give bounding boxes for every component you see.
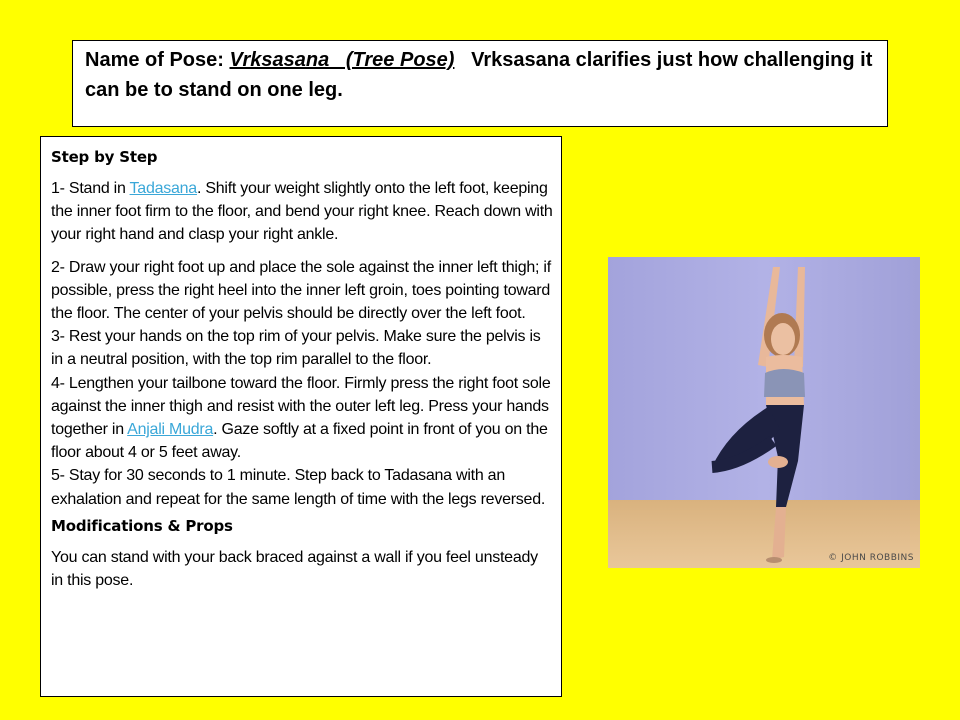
step-by-step-heading: Step by Step bbox=[51, 148, 158, 166]
pose-title-prefix: Name of Pose: bbox=[85, 49, 230, 71]
modifications-heading: Modifications & Props bbox=[51, 516, 233, 535]
tree-pose-illustration bbox=[608, 257, 920, 568]
step-2: 2- Draw your right foot up and place the sole against the inner left thigh; if possible, press the right heel into the inner left groin, toes pointing toward the floor. The center of your pelvis should be directly over the left foot. bbox=[51, 258, 551, 323]
step-4 bbox=[51, 372, 553, 465]
tree-pose-photo bbox=[608, 257, 920, 568]
pose-name: Vrksasana (Tree Pose) bbox=[229, 49, 455, 71]
step-1-text: . Shift your weight slightly onto the left foot, keeping the inner foot firm to the floor, and bend your right knee. Reach down with your right hand and clasp your right ankle. bbox=[51, 180, 553, 244]
step-1-prefix: 1- Stand in bbox=[51, 180, 130, 197]
step-1 bbox=[51, 177, 553, 247]
pose-title-box bbox=[72, 40, 888, 127]
modifications-text: You can stand with your back braced against a wall if you feel unsteady in this pose. bbox=[51, 548, 538, 590]
anjali-mudra-link[interactable]: Anjali Mudra bbox=[127, 421, 214, 439]
tadasana-link[interactable]: Tadasana bbox=[129, 180, 197, 197]
step-3: 3- Rest your hands on the top rim of your pelvis. Make sure the pelvis is in a neutral position, with the top rim parallel to the floor. bbox=[51, 328, 541, 369]
step-5: 5- Stay for 30 seconds to 1 minute. Step back to Tadasana with an exhalation and repeat for the same length of time with the legs reversed. bbox=[51, 467, 546, 508]
step-4-prefix: 4- Lengthen your tailbone toward the floor. Firmly press the right foot sole against the inner thigh and resist with the outer left leg. Press your hands together in bbox=[51, 374, 551, 439]
steps-panel bbox=[40, 136, 562, 697]
photo-credit: © JOHN ROBBINS bbox=[828, 553, 914, 563]
step-4-text: . Gaze softly at a fixed point in front of you on the floor about 4 or 5 feet away. bbox=[51, 421, 548, 462]
pose-description: Vrksasana clarifies just how challenging it can be to stand on one leg. bbox=[85, 49, 878, 101]
